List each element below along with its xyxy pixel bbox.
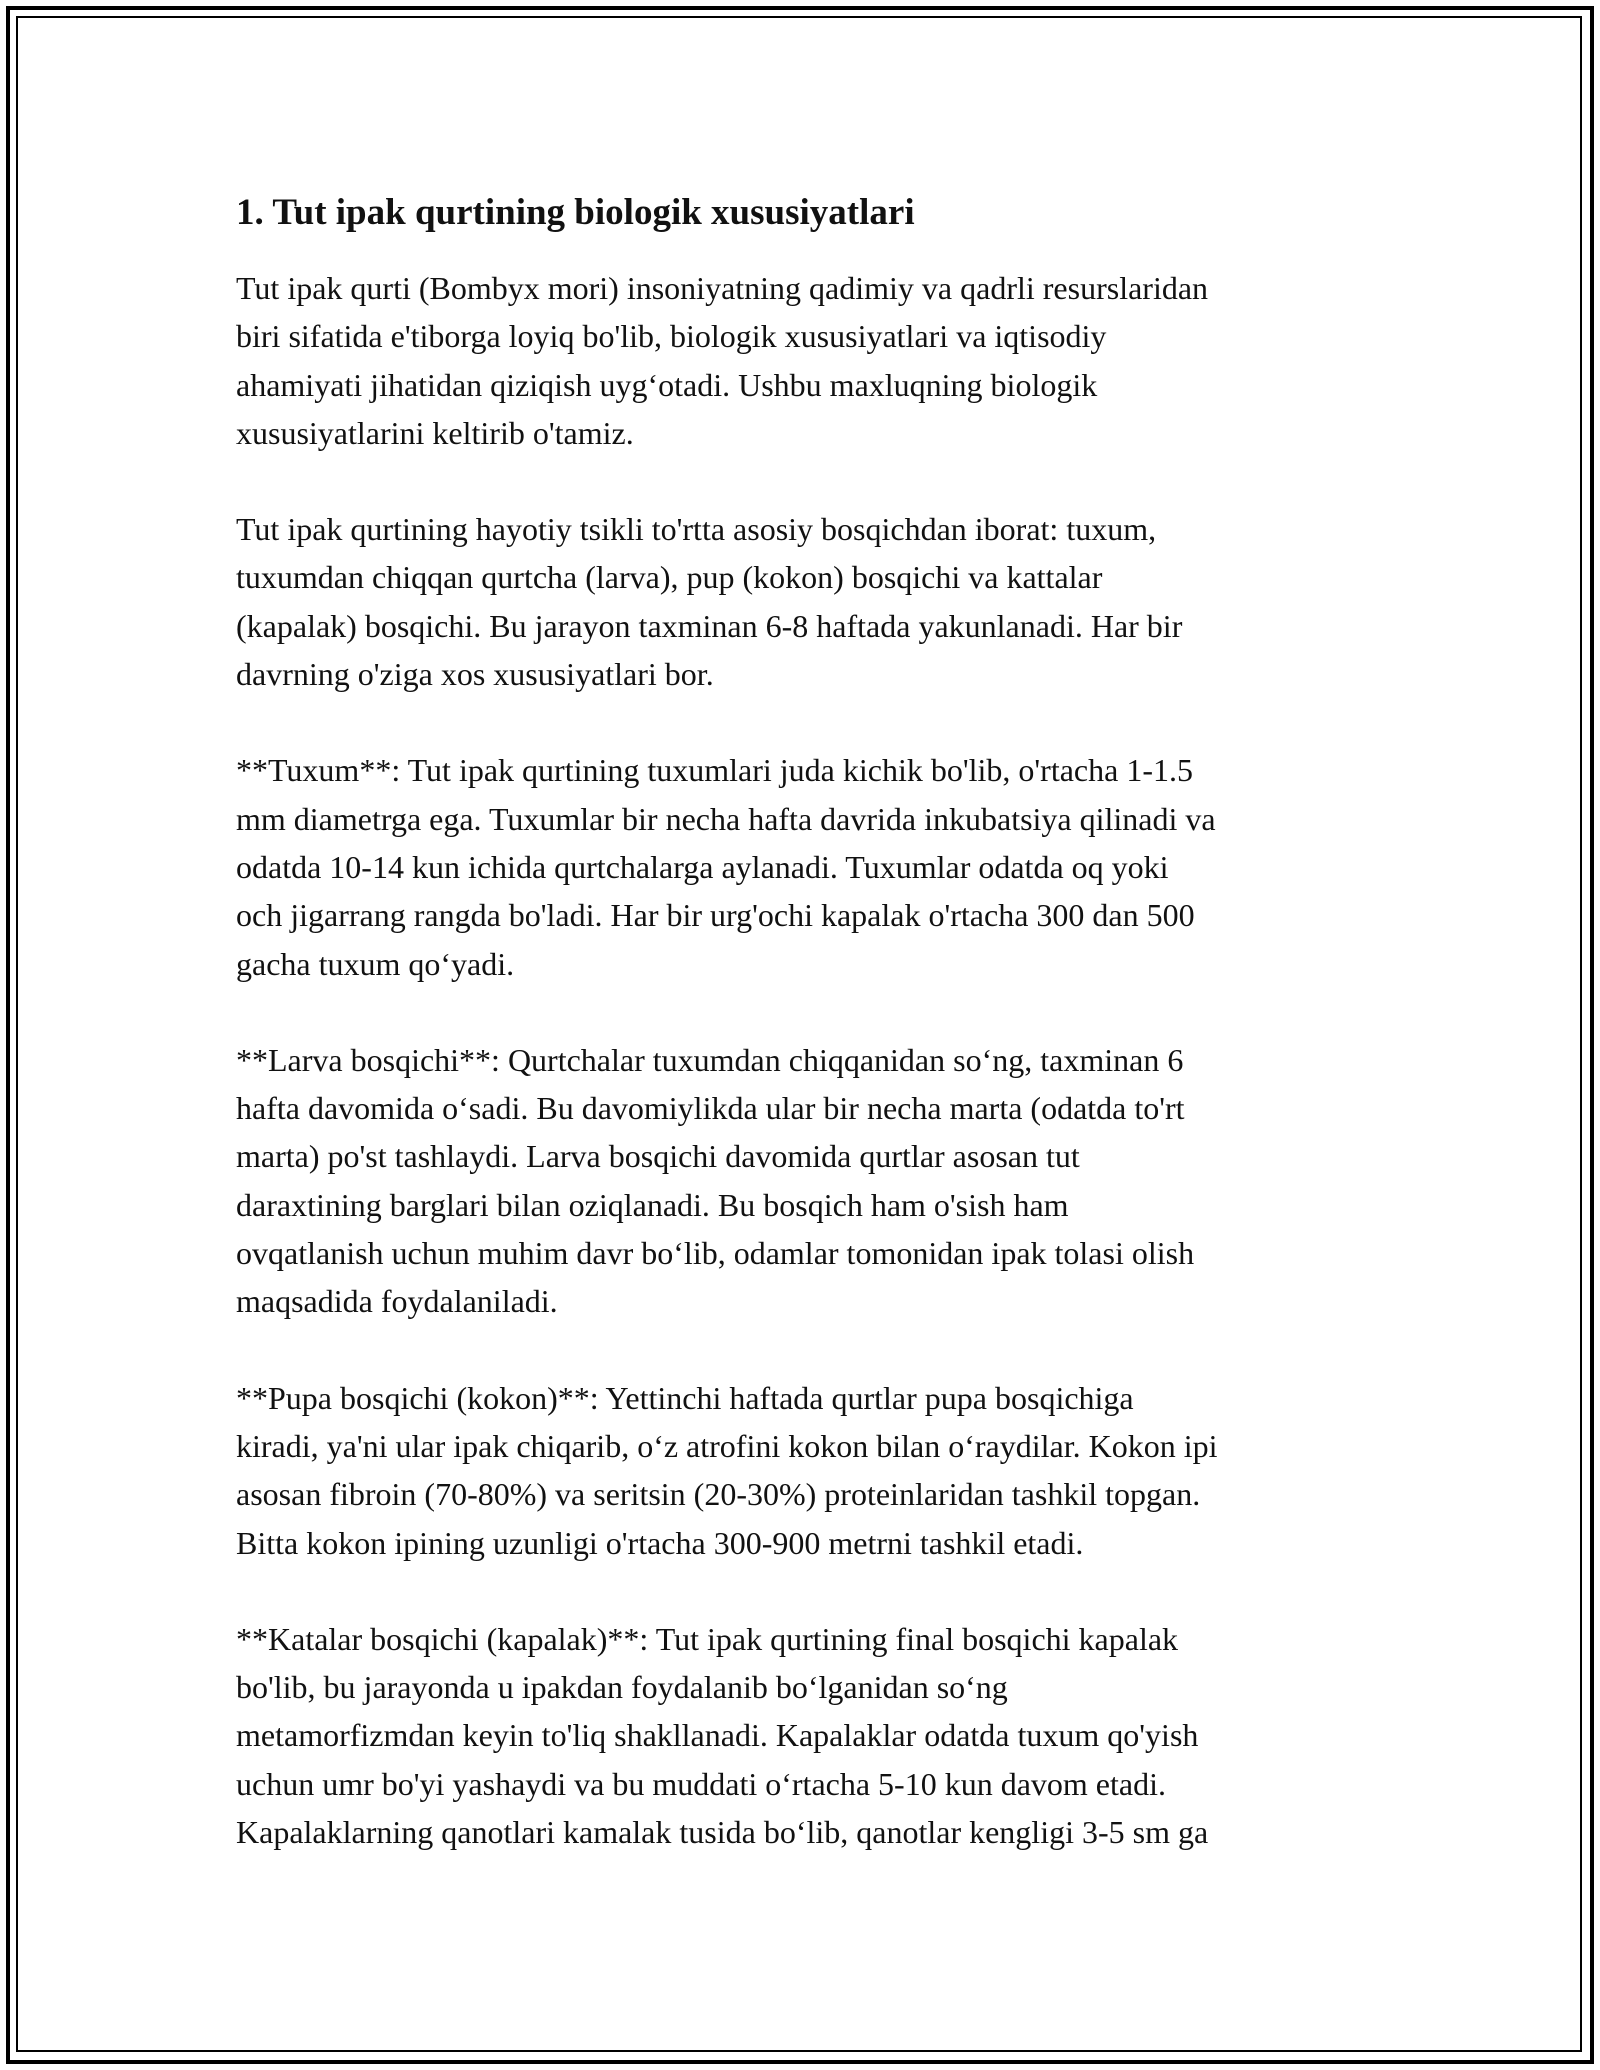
paragraph-intro: Tut ipak qurti (Bombyx mori) insoniyatning qadimiy va qadrli resurslaridan biri sifatida e'tiborga loyiq bo'lib, biologik xususiyatlari va iqtisodiy ahamiyati jihatidan qiziqish uyg‘otadi. Ushbu maxluqning biologik xususiyatlarini keltirib o'tamiz.: [236, 270, 1209, 451]
paragraph-larva: **Larva bosqichi**: Qurtchalar tuxumdan chiqqanidan so‘ng, taxminan 6 hafta davomida o‘sadi. Bu davomiylikda ular bir necha marta (odatda to'rt marta) po'st tashlaydi. Larva bosqichi davomida qurtlar asosan tut daraxtining barglari bilan oziqlanadi. Bu bosqich ham o'sish ham ovqatlanish uchun muhim davr bo‘lib, odamlar tomonidan ipak tolasi olish maqsadida foydalaniladi.: [236, 1041, 1195, 1320]
paragraph-adult: **Katalar bosqichi (kapalak)**: Tut ipak qurtining final bosqichi kapalak bo'lib, bu jarayonda u ipakdan foydalanib bo‘lganidan so‘ng metamorfizmdan keyin to'liq shakllanadi. Kapalaklar odatda tuxum qo'yish uchun umr bo'yi yashaydi va bu muddati o‘rtacha 5-10 kun davom etadi. Kapalaklarning qanotlari kamalak tusida bo‘lib, qanotlar kengligi 3-5 sm ga: [236, 1620, 1209, 1851]
paragraph-pupa: **Pupa bosqichi (kokon)**: Yettinchi haftada qurtlar pupa bosqichiga kiradi, ya'ni ular ipak chiqarib, o‘z atrofini kokon bilan o‘raydilar. Kokon ipi asosan fibroin (70-80%) va seritsin (20-30%) proteinlaridan tashkil topgan. Bitta kokon ipining uzunligi o'rtacha 300-900 metrni tashkil etadi.: [236, 1379, 1218, 1561]
paragraph-egg: **Tuxum**: Tut ipak qurtining tuxumlari juda kichik bo'lib, o'rtacha 1-1.5 mm diametrga ega. Tuxumlar bir necha hafta davrida inkubatsiya qilinadi va odatda 10-14 kun ichida qurtchalarga aylanadi. Tuxumlar odatda oq yoki och jigarrang rangda bo'ladi. Har bir urg'ochi kapalak o'rtacha 300 dan 500 gacha tuxum qo‘yadi.: [236, 752, 1216, 982]
section-heading: 1. Tut ipak qurtining biologik xususiyatlari: [236, 192, 915, 233]
paragraph-life-cycle: Tut ipak qurtining hayotiy tsikli to'rtta asosiy bosqichdan iborat: tuxum, tuxumdan chiqqan qurtcha (larva), pup (kokon) bosqichi va kattalar (kapalak) bosqichi. Bu jarayon taxminan 6-8 haftada yakunlanadi. Har bir davrning o'ziga xos xususiyatlari bor.: [236, 511, 1183, 693]
document-body: [236, 184, 1366, 1904]
